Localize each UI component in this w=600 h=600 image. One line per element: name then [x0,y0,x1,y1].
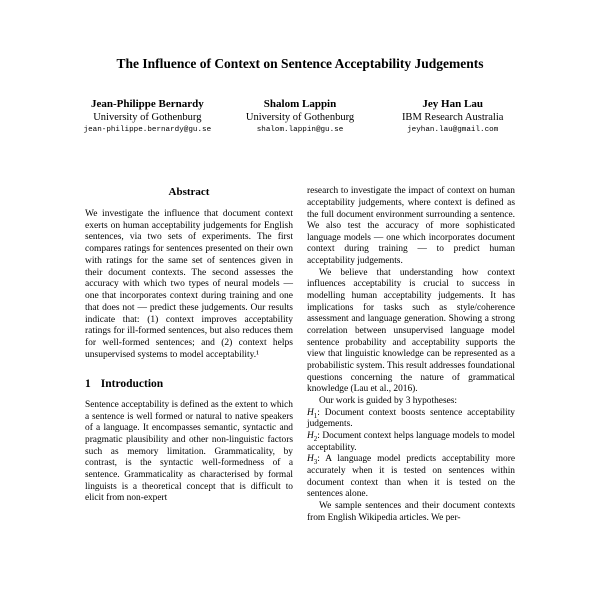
author-email: jeyhan.lau@gmail.com [407,126,499,135]
author-name: Jean-Philippe Bernardy [90,98,204,111]
body-paragraph-hypotheses-intro: Our work is guided by 3 hypotheses: [319,396,458,406]
hypothesis-subscript: 1 [313,411,318,420]
hypothesis-text: : Document context boosts sentence acceptability judgements. [307,407,515,430]
author-affiliation: University of Gothenburg [93,112,202,124]
left-column [85,186,293,524]
author-name: Shalom Lappin [263,98,337,111]
abstract-text: We investigate the influence that document context exerts on human acceptability judgements for English sentences, via two sets of experiments. The first compares ratings for sentences presented on their own with ratings for the same set of sentences given in their document contexts. The second assesses the accuracy with which two types of neural models — one that incorporates context during training and one that does not — predict these judgements. Our results indicate that: (1) context improves acceptability ratings for ill-formed sentences, but also reduces them for well-formed sentences; and (2) context helps unsupervised systems to model acceptability.¹ [85,208,293,360]
hypothesis-label: H [307,430,314,441]
hypothesis-label: H [307,407,314,418]
author-name: Jey Han Lau [422,98,483,111]
author-affiliation: IBM Research Australia [401,112,504,124]
hypothesis-subscript: 3 [313,458,318,467]
body-paragraph-closing: We sample sentences and their document contexts from English Wikipedia articles. We per- [307,500,515,523]
author-2 [224,98,377,134]
body-paragraph-believe: We believe that understanding how context influences acceptability is crucial to success in modelling human acceptability judgements. It has implications for tasks such as style/coherence assessment and language generation. Showing a strong correlation between unsupervised language model sentence probability and acceptability supports the view that linguistic knowledge can be represented as a probabilistic system. This result addresses foundational questions concerning the nature of grammatical knowledge (Lau et al., 2016). [307,267,515,395]
hypothesis-label: H [307,454,314,465]
abstract-heading: Abstract [168,186,210,199]
hypothesis-1 [307,408,515,431]
intro-paragraph: Sentence acceptability is defined as the extent to which a sentence is well formed or natural to native speakers of a language. It encompasses semantic, syntactic and pragmatic plausibility and other non-linguistic factors such as memory limitation. Grammaticality, by contrast, is the syntactic well-formedness of a sentence. Grammaticality as characterised by formal linguists is a theoretical concept that is difficult to elicit from non-expert [85,400,293,504]
author-email: shalom.lappin@gu.se [256,126,344,135]
author-affiliation: University of Gothenburg [245,112,355,124]
right-column [307,186,515,524]
section-number: 1 [85,377,91,390]
author-email: jean-philippe.bernardy@gu.se [83,126,212,135]
body-paragraph-continuation: research to investigate the impact of context on human acceptability judgements, where context is defined as the full document environment surrounding a sentence. We also test the accuracy of more sophisticated language models — one which incorporates document context during training — to predict human acceptability judgements. [307,186,515,267]
author-3 [376,98,529,134]
hypothesis-text: : A language model predicts acceptability more accurately when it is tested on sentences within document context than when it is tested on the sentences alone. [307,454,515,500]
hypothesis-subscript: 2 [313,434,318,443]
hypothesis-3 [307,454,515,501]
section-title: Introduction [100,377,164,390]
hypothesis-text: : Document context helps language models to model acceptability. [307,430,515,453]
section-heading-introduction [85,377,293,391]
paper-title: The Influence of Context on Sentence Acceptability Judgements [116,56,484,71]
hypothesis-2 [307,431,515,454]
author-block [71,98,529,134]
author-1 [71,98,224,134]
two-column-body [85,186,515,524]
